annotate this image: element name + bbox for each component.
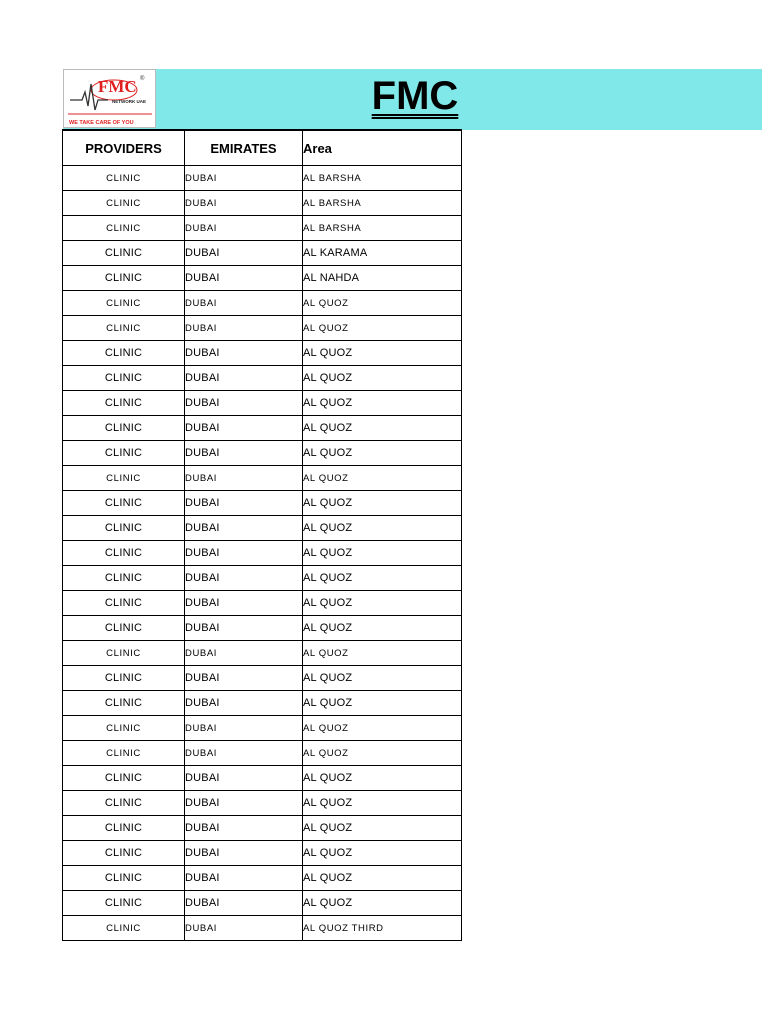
emirate-cell: DUBAI: [185, 591, 303, 616]
provider-cell: CLINIC: [63, 566, 185, 591]
area-cell: AL QUOZ: [303, 741, 462, 766]
area-cell: AL QUOZ: [303, 666, 462, 691]
provider-cell: CLINIC: [63, 841, 185, 866]
area-cell: AL BARSHA: [303, 191, 462, 216]
provider-cell: CLINIC: [63, 816, 185, 841]
provider-cell: CLINIC: [63, 291, 185, 316]
table-row: [63, 616, 462, 641]
emirate-cell: DUBAI: [185, 766, 303, 791]
area-cell: AL QUOZ: [303, 816, 462, 841]
table-row: [63, 591, 462, 616]
table-row: [63, 766, 462, 791]
provider-cell: CLINIC: [63, 766, 185, 791]
table-row: [63, 666, 462, 691]
provider-cell: CLINIC: [63, 216, 185, 241]
provider-cell: CLINIC: [63, 616, 185, 641]
provider-cell: CLINIC: [63, 491, 185, 516]
table-row: [63, 366, 462, 391]
svg-text:®: ®: [140, 76, 145, 82]
provider-cell: CLINIC: [63, 366, 185, 391]
area-cell: AL QUOZ: [303, 291, 462, 316]
area-cell: AL QUOZ: [303, 766, 462, 791]
provider-cell: CLINIC: [63, 716, 185, 741]
table-row: [63, 916, 462, 941]
area-cell: AL QUOZ: [303, 541, 462, 566]
emirate-cell: DUBAI: [185, 441, 303, 466]
emirate-cell: DUBAI: [185, 266, 303, 291]
emirate-cell: DUBAI: [185, 491, 303, 516]
table-row: [63, 791, 462, 816]
table-row: [63, 216, 462, 241]
providers-table: [62, 129, 462, 941]
emirate-cell: DUBAI: [185, 466, 303, 491]
emirate-cell: DUBAI: [185, 716, 303, 741]
area-cell: AL QUOZ: [303, 416, 462, 441]
area-cell: AL QUOZ: [303, 516, 462, 541]
provider-cell: CLINIC: [63, 916, 185, 941]
emirate-cell: DUBAI: [185, 366, 303, 391]
provider-cell: CLINIC: [63, 891, 185, 916]
provider-cell: CLINIC: [63, 641, 185, 666]
table-row: [63, 491, 462, 516]
area-cell: AL QUOZ: [303, 491, 462, 516]
area-cell: AL QUOZ: [303, 791, 462, 816]
table-row: [63, 441, 462, 466]
table-row: [63, 266, 462, 291]
table-row: [63, 291, 462, 316]
svg-text:NETWORK UAE: NETWORK UAE: [112, 99, 146, 104]
emirate-cell: DUBAI: [185, 166, 303, 191]
table-row: [63, 466, 462, 491]
provider-cell: CLINIC: [63, 591, 185, 616]
emirate-cell: DUBAI: [185, 791, 303, 816]
provider-cell: CLINIC: [63, 241, 185, 266]
area-cell: AL QUOZ THIRD: [303, 916, 462, 941]
table-row: [63, 191, 462, 216]
table-row: [63, 716, 462, 741]
area-cell: AL QUOZ: [303, 566, 462, 591]
area-cell: AL QUOZ: [303, 716, 462, 741]
area-cell: AL QUOZ: [303, 391, 462, 416]
table-row: [63, 516, 462, 541]
provider-cell: CLINIC: [63, 266, 185, 291]
provider-cell: CLINIC: [63, 516, 185, 541]
page-title: FMC: [371, 74, 459, 118]
area-cell: AL BARSHA: [303, 216, 462, 241]
emirate-cell: DUBAI: [185, 541, 303, 566]
svg-text:WE TAKE CARE OF YOU: WE TAKE CARE OF YOU: [69, 120, 134, 126]
table-row: [63, 316, 462, 341]
emirate-cell: DUBAI: [185, 216, 303, 241]
emirate-cell: DUBAI: [185, 866, 303, 891]
provider-cell: CLINIC: [63, 741, 185, 766]
emirate-cell: DUBAI: [185, 516, 303, 541]
provider-cell: CLINIC: [63, 166, 185, 191]
table-row: [63, 866, 462, 891]
emirate-cell: DUBAI: [185, 241, 303, 266]
table-row: [63, 391, 462, 416]
area-cell: AL QUOZ: [303, 591, 462, 616]
provider-cell: CLINIC: [63, 416, 185, 441]
emirate-cell: DUBAI: [185, 291, 303, 316]
area-cell: AL QUOZ: [303, 441, 462, 466]
table-header-row: [63, 130, 462, 166]
table-body: [63, 166, 462, 941]
table-row: [63, 741, 462, 766]
emirate-cell: DUBAI: [185, 341, 303, 366]
area-cell: AL QUOZ: [303, 616, 462, 641]
area-cell: AL BARSHA: [303, 166, 462, 191]
area-cell: AL QUOZ: [303, 466, 462, 491]
table-row: [63, 816, 462, 841]
provider-cell: CLINIC: [63, 466, 185, 491]
provider-cell: CLINIC: [63, 191, 185, 216]
table-row: [63, 691, 462, 716]
table-row: [63, 841, 462, 866]
provider-cell: CLINIC: [63, 666, 185, 691]
table-row: [63, 541, 462, 566]
area-cell: AL QUOZ: [303, 866, 462, 891]
provider-cell: CLINIC: [63, 691, 185, 716]
svg-text:FMC: FMC: [98, 77, 137, 96]
emirate-cell: DUBAI: [185, 391, 303, 416]
provider-cell: CLINIC: [63, 866, 185, 891]
table-row: [63, 566, 462, 591]
emirate-cell: DUBAI: [185, 666, 303, 691]
area-cell: AL QUOZ: [303, 891, 462, 916]
provider-cell: CLINIC: [63, 541, 185, 566]
area-cell: AL NAHDA: [303, 266, 462, 291]
column-header-area: Area: [303, 130, 462, 166]
emirate-cell: DUBAI: [185, 616, 303, 641]
column-header-emirates: EMIRATES: [185, 130, 303, 166]
provider-cell: CLINIC: [63, 791, 185, 816]
area-cell: AL QUOZ: [303, 641, 462, 666]
emirate-cell: DUBAI: [185, 641, 303, 666]
emirate-cell: DUBAI: [185, 741, 303, 766]
emirate-cell: DUBAI: [185, 816, 303, 841]
table-row: [63, 891, 462, 916]
table-row: [63, 416, 462, 441]
emirate-cell: DUBAI: [185, 916, 303, 941]
table-row: [63, 241, 462, 266]
area-cell: AL KARAMA: [303, 241, 462, 266]
emirate-cell: DUBAI: [185, 691, 303, 716]
table-row: [63, 341, 462, 366]
emirate-cell: DUBAI: [185, 566, 303, 591]
emirate-cell: DUBAI: [185, 841, 303, 866]
emirate-cell: DUBAI: [185, 191, 303, 216]
fmc-logo: [63, 69, 156, 128]
table-row: [63, 166, 462, 191]
column-header-providers: PROVIDERS: [63, 130, 185, 166]
area-cell: AL QUOZ: [303, 691, 462, 716]
provider-cell: CLINIC: [63, 341, 185, 366]
provider-cell: CLINIC: [63, 391, 185, 416]
emirate-cell: DUBAI: [185, 891, 303, 916]
emirate-cell: DUBAI: [185, 416, 303, 441]
area-cell: AL QUOZ: [303, 841, 462, 866]
emirate-cell: DUBAI: [185, 316, 303, 341]
area-cell: AL QUOZ: [303, 316, 462, 341]
area-cell: AL QUOZ: [303, 341, 462, 366]
provider-cell: CLINIC: [63, 441, 185, 466]
provider-cell: CLINIC: [63, 316, 185, 341]
table-row: [63, 641, 462, 666]
area-cell: AL QUOZ: [303, 366, 462, 391]
